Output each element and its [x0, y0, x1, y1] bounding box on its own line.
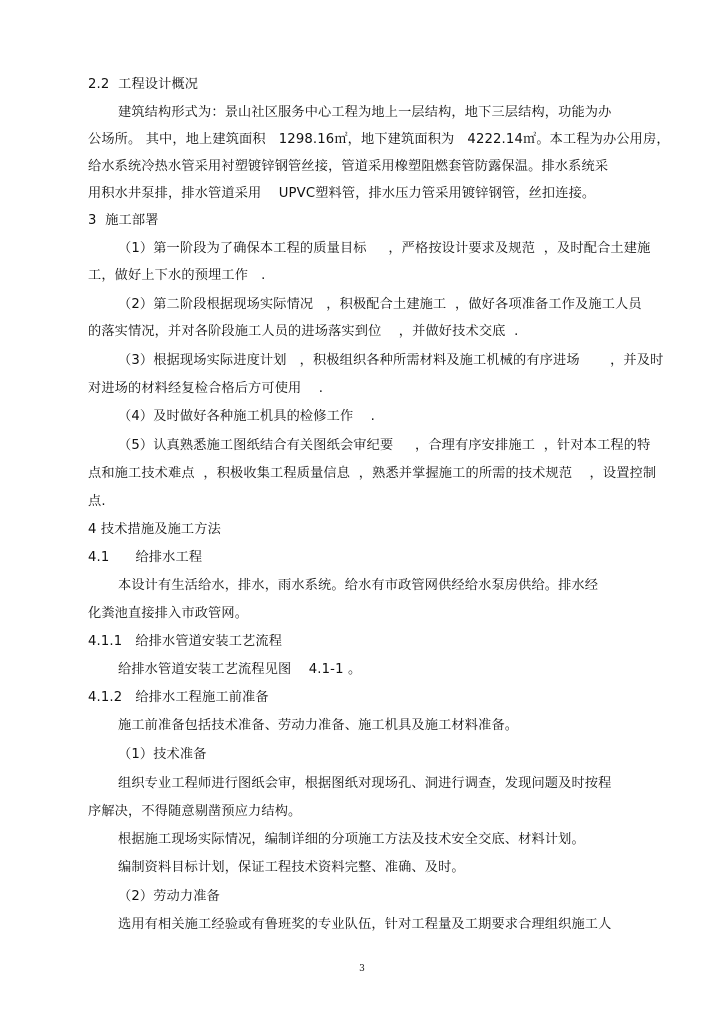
paragraph-line: 的落实情况，并对各阶段施工人员的进场落实到位 ，并做好技术交底 . — [88, 324, 519, 339]
paragraph-line: （5）认真熟悉施工图纸结合有关图纸会审纪要 ，合理有序安排施工 ，针对本工程的特 — [118, 438, 651, 453]
paragraph-line: 本设计有生活给水，排水，雨水系统。给水有市政管网供经给水泵房供给。排水经 — [118, 578, 599, 593]
paragraph-line: 根据施工现场实际情况，编制详细的分项施工方法及技术安全交底、材料计划。 — [118, 832, 585, 847]
section-heading-4-1: 4.1 给排水工程 — [88, 550, 203, 565]
paragraph-line: （1）第一阶段为了确保本工程的质量目标 ，严格按设计要求及规范 ，及时配合土建施 — [118, 241, 651, 256]
section-heading-2-2: 2.2 工程设计概况 — [88, 77, 199, 92]
paragraph-line: （2）第二阶段根据现场实际情况 ，积极配合土建施工 ，做好各项准备工作及施工人员 — [118, 297, 642, 312]
paragraph-line: 施工前准备包括技术准备、劳动力准备、施工机具及施工材料准备。 — [118, 718, 519, 733]
paragraph-line: 给排水管道安装工艺流程见图 4.1-1 。 — [118, 662, 362, 677]
paragraph-line: 对进场的材料经复检合格后方可使用 . — [88, 381, 324, 396]
page-number: 3 — [359, 964, 365, 974]
paragraph-line: 序解决，不得随意剔凿预应力结构。 — [88, 804, 302, 819]
paragraph-line: 编制资料目标计划，保证工程技术资料完整、准确、及时。 — [118, 860, 465, 875]
paragraph-line: 点和施工技术难点 ，积极收集工程质量信息 ，熟悉并掌握施工的所需的技术规范 ，设置控制 — [88, 466, 657, 481]
paragraph-line: 化粪池直接排入市政管网。 — [88, 606, 249, 621]
paragraph-line: 选用有相关施工经验或有鲁班奖的专业队伍，针对工程量及工期要求合理组织施工人 — [118, 917, 612, 932]
section-heading-4: 4 技术措施及施工方法 — [88, 522, 221, 537]
subheading-labor-prep: （2）劳动力准备 — [118, 889, 220, 904]
paragraph-line: 公场所。 其中，地上建筑面积 1298.16㎡，地下建筑面积为 4222.14㎡。本工程为办公用房， — [88, 132, 670, 147]
paragraph-line: 组织专业工程师进行图纸会审，根据图纸对现场孔、洞进行调查，发现问题及时按程 — [118, 776, 612, 791]
paragraph-line: 工，做好上下水的预埋工作 . — [88, 268, 266, 283]
paragraph-line: 建筑结构形式为：景山社区服务中心工程为地上一层结构，地下三层结构，功能为办 — [118, 105, 612, 120]
paragraph-line: （3）根据现场实际进度计划 ，积极组织各种所需材料及施工机械的有序进场 ，并及时 — [118, 353, 664, 368]
section-heading-4-1-1: 4.1.1 给排水管道安装工艺流程 — [88, 634, 283, 649]
paragraph-line: 点. — [88, 494, 106, 509]
paragraph-line: （4）及时做好各种施工机具的检修工作 . — [118, 409, 375, 424]
subheading-tech-prep: （1）技术准备 — [118, 747, 207, 762]
paragraph-line: 用积水井泵排，排水管道采用 UPVC塑料管，排水压力管采用镀锌钢管，丝扣连接。 — [88, 186, 596, 201]
paragraph-line: 给水系统冷热水管采用衬塑镀锌钢管丝接，管道采用橡塑阻燃套管防露保温。排水系统采 — [88, 159, 609, 174]
section-heading-4-1-2: 4.1.2 给排水工程施工前准备 — [88, 690, 269, 705]
section-heading-3: 3 施工部署 — [88, 213, 159, 228]
